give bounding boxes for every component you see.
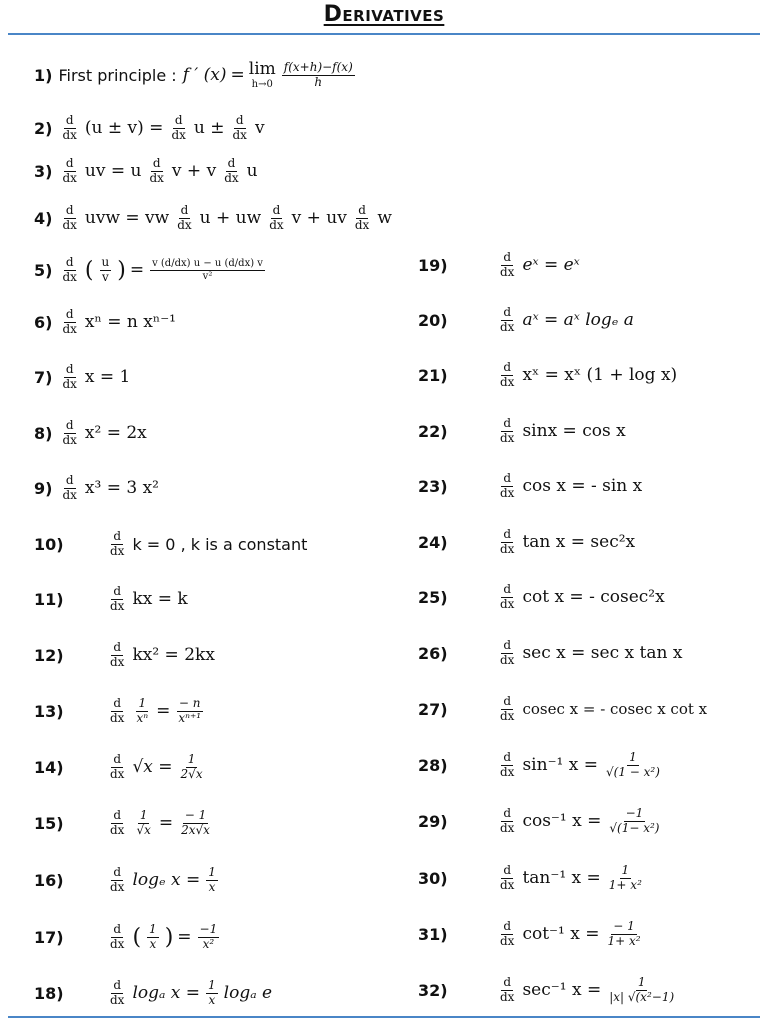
formula-row-19: [418, 240, 580, 290]
denominator: x: [208, 879, 216, 894]
derivative-operator: [60, 474, 78, 503]
formula-expression: sin⁻¹ x =: [522, 755, 598, 775]
d: d: [65, 202, 74, 217]
dx: dx: [500, 319, 515, 334]
d: d: [503, 918, 512, 933]
first-principle-lhs: f ′ (x): [182, 65, 227, 85]
result-fraction: [605, 920, 642, 949]
function-fraction: [147, 923, 159, 952]
d: d: [358, 202, 366, 217]
denominator: 2x√x: [181, 822, 210, 837]
denominator: 1+ x²: [607, 933, 641, 948]
numerator: − 1: [613, 918, 635, 933]
dx: dx: [62, 170, 77, 185]
formula-expression: logₐ x =: [132, 983, 201, 1003]
difference-quotient: [282, 61, 355, 90]
dx: dx: [232, 127, 247, 142]
dx: dx: [110, 936, 125, 951]
formula-expression: (u ± v) =: [84, 118, 164, 138]
d: d: [113, 583, 122, 598]
d: d: [113, 751, 122, 766]
d: d: [152, 155, 161, 170]
derivative-operator: [108, 866, 126, 895]
bottom-divider: [8, 1016, 760, 1018]
formula-expression: u + uw: [199, 208, 262, 228]
dx: dx: [110, 992, 125, 1007]
formula-row-13: [34, 686, 205, 736]
d: d: [113, 977, 122, 992]
formula-expression: cos⁻¹ x =: [522, 811, 602, 831]
numerator: −1: [625, 805, 644, 820]
derivative-operator: [108, 641, 126, 670]
derivative-operator: [498, 920, 516, 949]
numerator: −1: [199, 921, 218, 936]
derivative-operator: [169, 114, 187, 143]
equals-sign: =: [177, 927, 192, 947]
d: d: [235, 112, 244, 127]
derivative-operator: [498, 976, 516, 1005]
dx: dx: [62, 376, 77, 391]
d: d: [503, 637, 512, 652]
denominator: |x| √(x²−1): [609, 989, 675, 1004]
top-divider: [8, 33, 760, 35]
dx: dx: [110, 543, 125, 558]
numerator: 1: [187, 751, 196, 766]
formula-expression: √x =: [132, 757, 173, 777]
formula-number: 6): [34, 312, 53, 332]
formula-row-23: [418, 461, 642, 511]
formula-row-4: [34, 193, 392, 243]
denominator: x: [208, 992, 216, 1007]
formula-row-5: [34, 245, 267, 295]
derivative-operator: [60, 157, 78, 186]
result-fraction: [206, 979, 218, 1008]
dx: dx: [110, 766, 125, 781]
denominator: √x: [136, 822, 151, 837]
derivative-operator: [108, 697, 126, 726]
limit-text: lim: [248, 58, 276, 79]
limit-operator: [248, 58, 276, 90]
formula-number: 21): [418, 365, 448, 385]
denominator: xⁿ: [136, 710, 149, 725]
formula-expression: uvw = vw: [84, 208, 170, 228]
formula-expression: xⁿ = n xⁿ⁻¹: [84, 312, 176, 332]
result-fraction: [176, 697, 203, 726]
open-paren: (: [84, 257, 94, 283]
numerator: 1: [629, 749, 637, 764]
formula-number: 31): [418, 924, 448, 944]
result-fraction: [179, 809, 212, 838]
close-paren: ): [164, 924, 174, 950]
result-fraction: [607, 807, 661, 836]
quotient-u-over-v: [100, 256, 112, 285]
page-title: Derivatives: [323, 2, 445, 27]
derivative-operator: [60, 363, 78, 392]
formula-number: 15): [34, 813, 64, 833]
d: d: [503, 415, 512, 430]
numerator: 1: [149, 921, 157, 936]
derivative-operator: [60, 114, 78, 143]
formula-expression: logₐ e: [223, 983, 273, 1003]
formula-expression: x³ = 3 x²: [84, 478, 159, 498]
denominator: 2√x: [180, 766, 203, 781]
numerator: − n: [178, 695, 201, 710]
derivative-operator: [175, 204, 193, 233]
d: d: [113, 864, 122, 879]
dx: dx: [500, 264, 515, 279]
formula-expression: k = 0 , k is a constant: [132, 534, 308, 554]
formula-expression: u ±: [193, 118, 225, 138]
dx: dx: [110, 598, 125, 613]
derivative-operator: [108, 979, 126, 1008]
dx: dx: [110, 710, 125, 725]
numerator: u: [101, 254, 110, 269]
d: d: [503, 749, 512, 764]
result-fraction: [607, 976, 676, 1005]
numerator: 1: [621, 862, 630, 877]
formula-expression: cot⁻¹ x =: [522, 924, 600, 944]
d: d: [503, 470, 512, 485]
function-fraction: [134, 697, 150, 726]
dx: dx: [171, 127, 186, 142]
numerator: 1: [139, 807, 148, 822]
formula-number: 19): [418, 255, 448, 275]
formula-number: 16): [34, 870, 64, 890]
dx: dx: [110, 879, 125, 894]
formula-number: 9): [34, 478, 53, 498]
equals-sign: =: [156, 701, 171, 721]
result-fraction: [604, 751, 662, 780]
d: d: [503, 304, 512, 319]
formula-row-25: [418, 572, 665, 622]
formula-row-10: [34, 519, 307, 569]
formula-expression: logₑ x =: [132, 870, 201, 890]
dx: dx: [500, 877, 515, 892]
d: d: [503, 526, 512, 541]
formula-expression: cos x = - sin x: [522, 476, 643, 496]
formula-row-6: [34, 297, 176, 347]
function-fraction: [134, 809, 152, 838]
formula-row-14: [34, 742, 207, 792]
derivative-operator: [108, 923, 126, 952]
denominator: √(1− x²): [609, 820, 660, 835]
formula-row-1: [34, 50, 357, 100]
derivative-operator: [498, 639, 516, 668]
formula-row-16: [34, 855, 220, 905]
formula-expression: u: [246, 161, 258, 181]
formula-number: 22): [418, 421, 448, 441]
derivative-operator: [353, 204, 371, 233]
derivative-operator: [498, 472, 516, 501]
limit-subscript: h→0: [251, 78, 273, 90]
d: d: [503, 693, 512, 708]
formula-number: 12): [34, 645, 64, 665]
formula-number: 32): [418, 980, 448, 1000]
dx: dx: [500, 820, 515, 835]
formula-number: 20): [418, 310, 448, 330]
denominator: √(1 − x²): [606, 764, 660, 779]
d: d: [65, 306, 74, 321]
open-paren: (: [132, 924, 142, 950]
denominator: xⁿ⁺¹: [178, 710, 202, 725]
dx: dx: [224, 170, 239, 185]
numerator: 1: [637, 974, 646, 989]
fraction-denominator: h: [314, 74, 323, 89]
formula-expression: kx² = 2kx: [132, 645, 215, 665]
formula-number: 11): [34, 589, 64, 609]
formula-number: 30): [418, 868, 448, 888]
d: d: [65, 361, 74, 376]
dx: dx: [269, 217, 284, 232]
d: d: [65, 155, 74, 170]
formula-row-3: [34, 146, 258, 196]
formula-number: 17): [34, 927, 64, 947]
formula-number: 28): [418, 755, 448, 775]
formula-row-29: [418, 796, 663, 846]
numerator: 1: [138, 695, 147, 710]
derivative-operator: [60, 204, 78, 233]
d: d: [272, 202, 281, 217]
formula-row-12: [34, 630, 215, 680]
formula-expression: w: [377, 208, 392, 228]
derivative-operator: [498, 695, 516, 724]
d: d: [113, 639, 122, 654]
d: d: [503, 359, 512, 374]
dx: dx: [62, 321, 77, 336]
derivative-operator: [147, 157, 165, 186]
formula-expression: cosec x = - cosec x cot x: [522, 700, 708, 718]
derivative-operator: [222, 157, 240, 186]
result-fraction: [607, 864, 644, 893]
formula-expression: x = 1: [84, 367, 131, 387]
dx: dx: [500, 989, 515, 1004]
formula-row-9: [34, 463, 159, 513]
formula-expression: v + uv: [291, 208, 347, 228]
d: d: [65, 417, 74, 432]
formula-row-26: [418, 628, 682, 678]
dx: dx: [500, 652, 515, 667]
formula-number: 13): [34, 701, 64, 721]
formula-number: 3): [34, 161, 53, 181]
dx: dx: [177, 217, 192, 232]
formula-number: 5): [34, 260, 53, 280]
first-principle-label: First principle :: [58, 65, 177, 85]
numerator: − 1: [184, 807, 207, 822]
formula-expression: v: [254, 118, 265, 138]
formula-number: 8): [34, 423, 53, 443]
d: d: [503, 862, 512, 877]
dx: dx: [500, 485, 515, 500]
d: d: [65, 254, 74, 269]
formula-row-28: [418, 740, 664, 790]
d: d: [113, 695, 122, 710]
dx: dx: [500, 764, 515, 779]
formula-number: 27): [418, 699, 448, 719]
formula-row-31: [418, 909, 645, 959]
formula-number: 7): [34, 367, 53, 387]
dx: dx: [500, 430, 515, 445]
formula-row-7: [34, 352, 130, 402]
dx: dx: [354, 217, 370, 232]
derivative-operator: [498, 251, 516, 280]
numerator: 1: [208, 977, 216, 992]
dx: dx: [62, 432, 77, 447]
formula-row-18: [34, 968, 272, 1018]
dx: dx: [110, 822, 125, 837]
quotient-rule-result: [150, 258, 265, 282]
result-fraction: [179, 753, 205, 782]
numerator: 1: [208, 864, 216, 879]
derivative-operator: [267, 204, 285, 233]
formula-row-17: [34, 912, 221, 962]
derivative-operator: [498, 751, 516, 780]
derivative-operator: [498, 417, 516, 446]
dx: dx: [500, 708, 515, 723]
d: d: [503, 249, 512, 264]
formula-row-11: [34, 574, 188, 624]
formula-expression: tan x = sec²x: [522, 532, 636, 552]
d: d: [180, 202, 189, 217]
denominator: x: [149, 936, 157, 951]
formula-expression: sec x = sec x tan x: [522, 643, 683, 663]
formula-number: 23): [418, 476, 448, 496]
dx: dx: [62, 487, 77, 502]
dx: dx: [62, 127, 77, 142]
formula-row-15: [34, 798, 214, 848]
formula-row-22: [418, 406, 626, 456]
formula-expression: x² = 2x: [84, 423, 147, 443]
formula-row-27: [418, 684, 707, 734]
result-fraction: [206, 866, 218, 895]
formula-expression: cot x = - cosec²x: [522, 587, 665, 607]
dx: dx: [149, 170, 164, 185]
equals-sign: =: [230, 65, 245, 85]
d: d: [113, 921, 122, 936]
formula-expression: aˣ = aˣ logₑ a: [522, 310, 634, 330]
formula-expression: kx = k: [132, 589, 188, 609]
dx: dx: [500, 933, 515, 948]
formula-number: 29): [418, 811, 448, 831]
d: d: [503, 581, 512, 596]
dx: dx: [62, 269, 77, 284]
derivative-operator: [498, 528, 516, 557]
formula-number: 26): [418, 643, 448, 663]
derivative-operator: [231, 114, 249, 143]
numerator: v (d/dx) u − u (d/dx) v: [152, 258, 263, 269]
d: d: [503, 974, 512, 989]
derivative-operator: [108, 530, 126, 559]
derivative-operator: [108, 585, 126, 614]
formula-row-20: [418, 295, 634, 345]
denominator: 1+ x²: [608, 877, 642, 892]
d: d: [227, 155, 236, 170]
formula-number: 10): [34, 534, 64, 554]
equals-sign: =: [129, 260, 145, 280]
formula-number: 4): [34, 208, 53, 228]
fraction-numerator: f(x+h)−f(x): [283, 59, 353, 74]
derivative-operator: [60, 308, 78, 337]
derivative-operator: [498, 583, 516, 612]
formula-row-30: [418, 853, 646, 903]
derivative-operator: [498, 807, 516, 836]
formula-number: 2): [34, 118, 53, 138]
derivative-operator: [108, 809, 126, 838]
formula-expression: uv = u: [84, 161, 142, 181]
formula-expression: sinx = cos x: [522, 421, 626, 441]
d: d: [65, 112, 74, 127]
result-fraction: [198, 923, 220, 952]
formula-expression: eˣ = eˣ: [522, 255, 580, 275]
denominator: x²: [202, 936, 215, 951]
dx: dx: [500, 374, 515, 389]
formula-number: 14): [34, 757, 64, 777]
formula-number: 18): [34, 983, 64, 1003]
formula-expression: v + v: [171, 161, 217, 181]
derivative-operator: [498, 864, 516, 893]
derivative-operator: [60, 419, 78, 448]
formula-number: 24): [418, 532, 448, 552]
formula-expression: tan⁻¹ x =: [522, 868, 601, 888]
equals-sign: =: [158, 813, 174, 833]
d: d: [65, 472, 74, 487]
d: d: [503, 805, 512, 820]
dx: dx: [500, 596, 515, 611]
denominator: v²: [202, 270, 213, 282]
formula-number: 1): [34, 65, 53, 85]
formula-expression: xˣ = xˣ (1 + log x): [522, 365, 678, 385]
formula-row-24: [418, 517, 635, 567]
d: d: [113, 807, 122, 822]
formula-row-8: [34, 408, 147, 458]
derivative-operator: [498, 361, 516, 390]
d: d: [174, 112, 183, 127]
close-paren: ): [117, 257, 126, 283]
formula-row-32: [418, 965, 678, 1015]
formula-expression: sec⁻¹ x =: [522, 980, 602, 1000]
derivative-operator: [498, 306, 516, 335]
dx: dx: [500, 541, 515, 556]
formula-number: 25): [418, 587, 448, 607]
d: d: [113, 528, 122, 543]
derivative-operator: [60, 256, 78, 285]
formula-row-21: [418, 350, 677, 400]
dx: dx: [62, 217, 77, 232]
denominator: v: [101, 269, 109, 284]
dx: dx: [110, 654, 125, 669]
derivative-operator: [108, 753, 126, 782]
